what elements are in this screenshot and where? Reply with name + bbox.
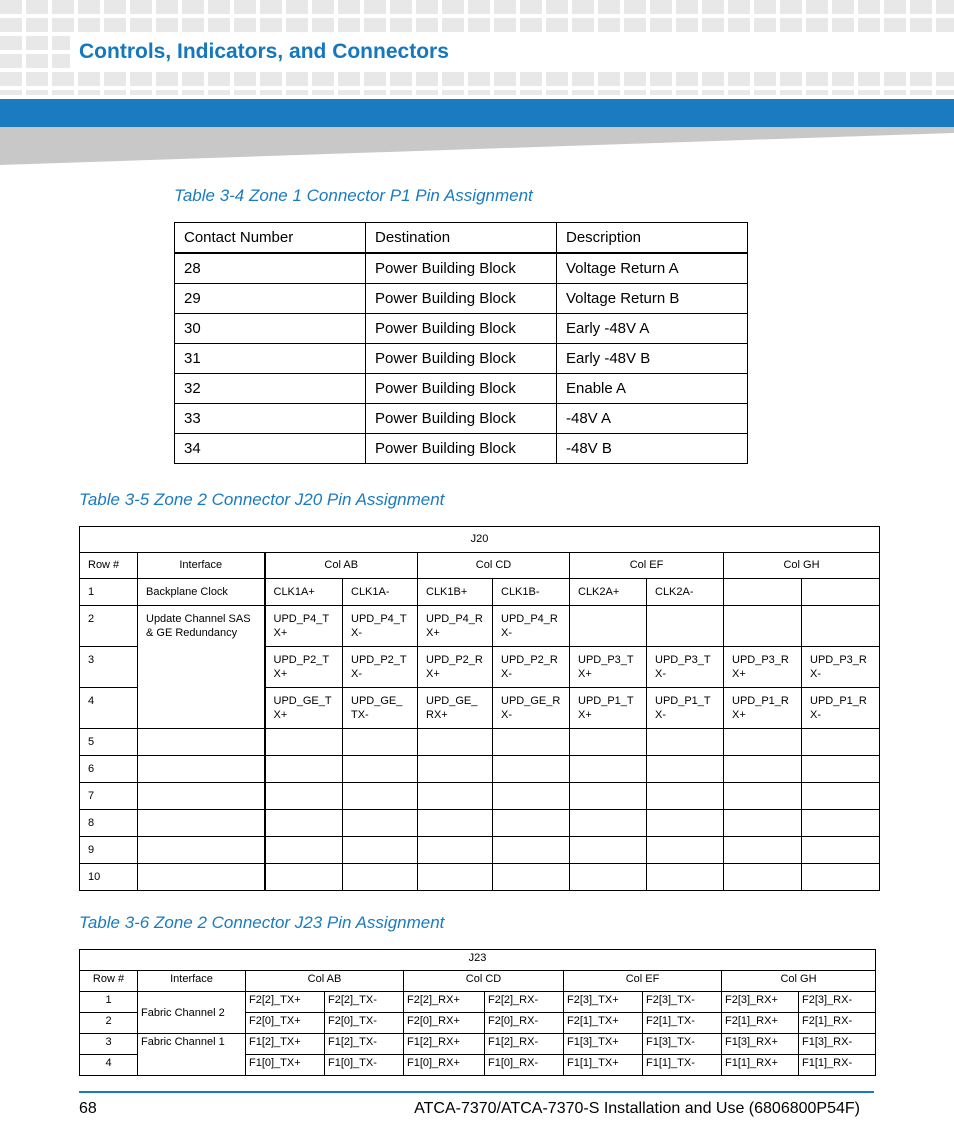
table-cell: Voltage Return B (557, 284, 748, 314)
table-cell (647, 864, 724, 891)
table-cell: F1[1]_TX- (643, 1055, 722, 1076)
table-cell: F1[0]_RX+ (404, 1055, 485, 1076)
table-row (80, 606, 880, 647)
table-cell: Power Building Block (366, 284, 557, 314)
table-cell: Update Channel SAS & GE Redundancy (138, 606, 265, 729)
table-cell: F1[1]_TX+ (564, 1055, 643, 1076)
table-cell (802, 579, 880, 606)
table-cell: 6 (80, 756, 138, 783)
table-cell: Power Building Block (366, 314, 557, 344)
table-cell (570, 606, 647, 647)
table-j20-pin-assignment (79, 526, 880, 891)
table-cell: 5 (80, 729, 138, 756)
table-cell (265, 837, 343, 864)
table-cell: UPD_P3_T X- (647, 647, 724, 688)
table-cell (570, 783, 647, 810)
document-title: ATCA-7370/ATCA-7370-S Installation and Use (6806800P54F) (414, 1100, 860, 1117)
table-cell (802, 729, 880, 756)
table-cell: 28 (175, 253, 366, 284)
table-cell: 7 (80, 783, 138, 810)
table-cell (138, 837, 265, 864)
table-cell: F2[2]_RX+ (404, 992, 485, 1013)
table-cell (418, 729, 493, 756)
table-cell (724, 606, 802, 647)
table-cell (418, 837, 493, 864)
header-cell: Col EF (564, 971, 722, 992)
table-row (80, 992, 876, 1013)
table-cell (802, 756, 880, 783)
table-cell (265, 810, 343, 837)
table-cell (724, 864, 802, 891)
table-cell: UPD_P4_T X- (343, 606, 418, 647)
header-cell: Interface (138, 971, 246, 992)
table1-caption: Table 3-4 Zone 1 Connector P1 Pin Assignment (174, 186, 533, 205)
header-cell: Col EF (570, 553, 724, 579)
table-row (175, 404, 748, 434)
table-cell: F2[1]_RX- (799, 1013, 876, 1034)
table-row (175, 344, 748, 374)
header-cell: Col AB (246, 971, 404, 992)
table-cell (265, 729, 343, 756)
header-cell: Destination (366, 223, 557, 254)
header-swoosh (0, 127, 954, 165)
header-cell: Row # (80, 971, 138, 992)
table-cell: UPD_GE_ RX+ (418, 688, 493, 729)
table-cell (724, 783, 802, 810)
table-cell: F2[3]_TX- (643, 992, 722, 1013)
table-cell (802, 783, 880, 810)
table-cell (647, 783, 724, 810)
table-cell: 10 (80, 864, 138, 891)
table-row (80, 837, 880, 864)
page-title: Controls, Indicators, and Connectors (79, 40, 449, 63)
header-cell: Col AB (265, 553, 418, 579)
table-cell: 29 (175, 284, 366, 314)
table-cell: F2[3]_RX+ (722, 992, 799, 1013)
table-cell: UPD_P2_R X- (493, 647, 570, 688)
table-title-row (80, 527, 880, 553)
table-cell: F2[0]_TX- (325, 1013, 404, 1034)
table-cell (343, 729, 418, 756)
table-cell: UPD_P1_T X- (647, 688, 724, 729)
table-cell (802, 837, 880, 864)
table-cell: F1[2]_TX+ (246, 1034, 325, 1055)
table-cell (493, 837, 570, 864)
table-cell: F2[2]_TX- (325, 992, 404, 1013)
table-cell: F1[2]_TX- (325, 1034, 404, 1055)
table-cell: F2[1]_TX- (643, 1013, 722, 1034)
table-cell (570, 864, 647, 891)
table-cell: 4 (80, 688, 138, 729)
table-cell: Early -48V B (557, 344, 748, 374)
table-cell: F2[1]_TX+ (564, 1013, 643, 1034)
table-cell (343, 837, 418, 864)
table-cell (493, 864, 570, 891)
table-cell: F1[2]_RX- (485, 1034, 564, 1055)
table-cell: 33 (175, 404, 366, 434)
header-cell: Contact Number (175, 223, 366, 254)
table-cell: Fabric Channel 2 (138, 992, 246, 1034)
table-header-row (80, 971, 876, 992)
header-bar (0, 99, 954, 127)
table-cell: 2 (80, 606, 138, 647)
table-cell (802, 606, 880, 647)
table-cell (724, 729, 802, 756)
page-number: 68 (79, 1100, 97, 1117)
table-cell (418, 756, 493, 783)
table-p1-pin-assignment (174, 222, 748, 464)
table-cell: -48V B (557, 434, 748, 464)
table-cell: F1[3]_RX+ (722, 1034, 799, 1055)
table-cell: 30 (175, 314, 366, 344)
table-cell (647, 837, 724, 864)
table-cell: CLK1B+ (418, 579, 493, 606)
table-row (175, 253, 748, 284)
header-cell: Description (557, 223, 748, 254)
table-cell: UPD_P4_T X+ (265, 606, 343, 647)
table-cell (138, 756, 265, 783)
table-cell: UPD_P1_R X+ (724, 688, 802, 729)
table-cell: Power Building Block (366, 344, 557, 374)
table-cell (265, 756, 343, 783)
table-cell (647, 756, 724, 783)
table-cell (138, 783, 265, 810)
table-cell: 1 (80, 579, 138, 606)
table-cell: F1[0]_TX- (325, 1055, 404, 1076)
header-cell: Col CD (418, 553, 570, 579)
table-row (80, 783, 880, 810)
table-cell (493, 810, 570, 837)
header-cell: Col GH (722, 971, 876, 992)
table-row (175, 314, 748, 344)
table-cell (724, 756, 802, 783)
table-cell: UPD_GE_R X- (493, 688, 570, 729)
table-cell (343, 756, 418, 783)
table-cell: 9 (80, 837, 138, 864)
table-cell: F2[1]_RX+ (722, 1013, 799, 1034)
table-cell: UPD_P4_R X+ (418, 606, 493, 647)
table-cell: F1[3]_TX- (643, 1034, 722, 1055)
table-cell: CLK1A+ (265, 579, 343, 606)
table-cell: CLK1A- (343, 579, 418, 606)
table-cell: Voltage Return A (557, 253, 748, 284)
table-cell: 3 (80, 1034, 138, 1055)
table-cell (570, 756, 647, 783)
header-cell: Col GH (724, 553, 880, 579)
table-cell: F1[1]_RX- (799, 1055, 876, 1076)
table-cell: UPD_P3_T X+ (570, 647, 647, 688)
table-cell: F2[0]_TX+ (246, 1013, 325, 1034)
table-cell: 34 (175, 434, 366, 464)
table-cell: 32 (175, 374, 366, 404)
table-header-row (80, 553, 880, 579)
table-cell: CLK2A- (647, 579, 724, 606)
table-cell: F2[0]_RX+ (404, 1013, 485, 1034)
table-cell (570, 729, 647, 756)
table-cell: Power Building Block (366, 253, 557, 284)
table-cell: UPD_GE_T X+ (265, 688, 343, 729)
table-cell: F2[2]_RX- (485, 992, 564, 1013)
table-cell (343, 783, 418, 810)
table-row (175, 434, 748, 464)
table-cell (724, 810, 802, 837)
table-cell: UPD_GE_ TX- (343, 688, 418, 729)
table-cell: -48V A (557, 404, 748, 434)
table-cell: F2[2]_TX+ (246, 992, 325, 1013)
table-cell (418, 783, 493, 810)
table-cell (343, 810, 418, 837)
table-cell: Power Building Block (366, 374, 557, 404)
table2-caption: Table 3-5 Zone 2 Connector J20 Pin Assignment (79, 490, 445, 509)
table-cell (802, 810, 880, 837)
table-cell: UPD_P1_T X+ (570, 688, 647, 729)
table-row (80, 1034, 876, 1055)
table-row (80, 579, 880, 606)
table-cell: CLK2A+ (570, 579, 647, 606)
table-cell: 2 (80, 1013, 138, 1034)
table-cell: UPD_P3_R X+ (724, 647, 802, 688)
table-row (80, 864, 880, 891)
header-cell: Row # (80, 553, 138, 579)
table-row (175, 374, 748, 404)
table-cell: 8 (80, 810, 138, 837)
table-cell (647, 729, 724, 756)
table-cell: 4 (80, 1055, 138, 1076)
table3-caption: Table 3-6 Zone 2 Connector J23 Pin Assignment (79, 913, 445, 932)
table-cell (493, 783, 570, 810)
table-header-row (175, 223, 748, 254)
table-title-cell: J23 (80, 950, 876, 971)
table-title-cell: J20 (80, 527, 880, 553)
table-cell: Enable A (557, 374, 748, 404)
table-cell (138, 810, 265, 837)
header-cell: Col CD (404, 971, 564, 992)
table-cell: Backplane Clock (138, 579, 265, 606)
table-row (80, 810, 880, 837)
table-title-row (80, 950, 876, 971)
table-cell: 31 (175, 344, 366, 374)
table-cell (138, 729, 265, 756)
table-cell: CLK1B- (493, 579, 570, 606)
table-cell (647, 606, 724, 647)
table-cell: F2[0]_RX- (485, 1013, 564, 1034)
table-cell: Power Building Block (366, 404, 557, 434)
table-cell (570, 837, 647, 864)
table-cell: Fabric Channel 1 (138, 1034, 246, 1076)
table-cell: 3 (80, 647, 138, 688)
table-cell: UPD_P3_R X- (802, 647, 880, 688)
table-cell: F2[3]_TX+ (564, 992, 643, 1013)
table-cell: UPD_P4_R X- (493, 606, 570, 647)
table-cell: F1[2]_RX+ (404, 1034, 485, 1055)
table-cell (418, 864, 493, 891)
table-cell: F1[1]_RX+ (722, 1055, 799, 1076)
table-cell: F2[3]_RX- (799, 992, 876, 1013)
table-cell: F1[0]_RX- (485, 1055, 564, 1076)
table-cell: 1 (80, 992, 138, 1013)
table-cell: Power Building Block (366, 434, 557, 464)
table-cell: UPD_P2_T X+ (265, 647, 343, 688)
table-row (175, 284, 748, 314)
table-cell (343, 864, 418, 891)
table-cell: F1[3]_RX- (799, 1034, 876, 1055)
table-cell (802, 864, 880, 891)
table-cell (570, 810, 647, 837)
table-cell (493, 729, 570, 756)
table-cell (724, 579, 802, 606)
table-cell (418, 810, 493, 837)
table-cell (493, 756, 570, 783)
table-cell (724, 837, 802, 864)
table-cell (265, 864, 343, 891)
table-cell: UPD_P2_R X+ (418, 647, 493, 688)
table-cell (647, 810, 724, 837)
table-cell: UPD_P1_R X- (802, 688, 880, 729)
table-cell (138, 864, 265, 891)
table-cell: Early -48V A (557, 314, 748, 344)
table-row (80, 756, 880, 783)
table-cell: UPD_P2_T X- (343, 647, 418, 688)
table-cell: F1[3]_TX+ (564, 1034, 643, 1055)
table-cell: F1[0]_TX+ (246, 1055, 325, 1076)
table-j23-pin-assignment (79, 949, 876, 1076)
footer-rule (79, 1091, 874, 1093)
table-cell (265, 783, 343, 810)
table-row (80, 729, 880, 756)
header-cell: Interface (138, 553, 265, 579)
